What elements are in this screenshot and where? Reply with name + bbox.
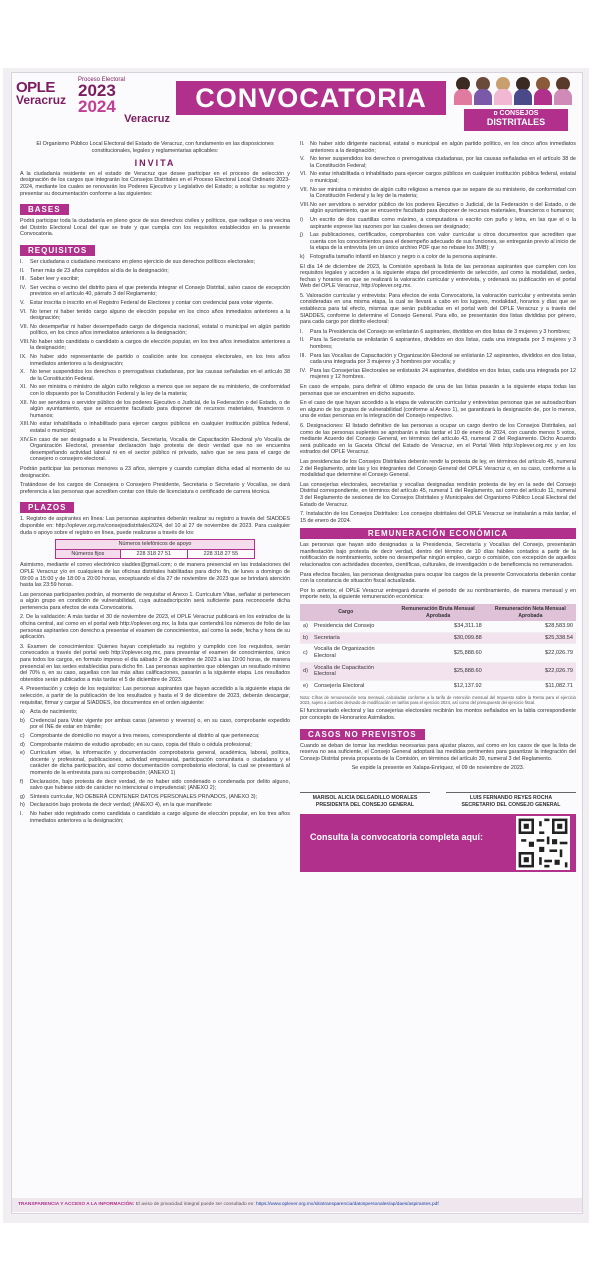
- item-number: i): [300, 216, 303, 223]
- item-text: No estar inhabilitada o inhabilitado para ejercer cargos públicos en cualquier institución pública federal, estatal o municipal;: [310, 171, 576, 184]
- item-text: No haber sido registrado como candidata o candidato a cargo alguno de elección popular, en los tres años inmediatos anteriores a la designación;: [30, 810, 290, 824]
- list-item: [20, 733, 290, 740]
- bases-text: Podrá participar toda la ciudadanía en pleno goce de sus derechos civiles y políticos, que radique o sea vecina del Distrito Electoral Local del que se trate y que cumpla con los requisitos establecidos en la presente Convocatoria.: [20, 218, 290, 238]
- list-item: [20, 718, 290, 731]
- table-cell-k: e): [300, 680, 311, 692]
- proceso-electoral-logo: [78, 77, 170, 129]
- item-text: Ser vecina o vecino del distrito para el que pretenda integrar el Consejo Distrital, salvo casos de excepción previstos en el artículo 40, párrafo 3 del Reglamento;: [30, 284, 290, 298]
- remuneracion-table: [300, 604, 576, 692]
- privacy-link[interactable]: https://www.oplever.org.mx/sitiotransparencia/datospersonales/ap/daes/aspirantes.pdf: [256, 1202, 439, 1207]
- plazos-vulnerabilidad: Las personas participantes podrán, al momento de requisitar el Anexo 1. Curriculum Vitae, señalar si pertenecen a algún grupo en condición de vulnerabilidad, cuya autoadscripción será suficiente para reconocerle dicha pertenencia para efectos de esta Convocatoria.: [20, 591, 290, 611]
- requisitos-note-1: Podrán participar las personas menores a 23 años, siempre y cuando cumplan dicha edad al momento de su designación.: [20, 465, 290, 479]
- list-item: [20, 384, 290, 397]
- list-item: [300, 232, 576, 252]
- table-cell-neta: $25,338.54: [485, 632, 576, 644]
- list-item: [300, 254, 576, 261]
- documents-list: [20, 709, 290, 824]
- list-item: [20, 324, 290, 337]
- item-number: X.: [20, 369, 26, 376]
- table-cell-k: c): [300, 644, 311, 662]
- table-cell-neta: $22,026.79: [485, 662, 576, 680]
- list-item: [20, 268, 290, 275]
- signature-image: [300, 778, 430, 792]
- item-number: II.: [20, 267, 25, 274]
- table-cell-k: a): [300, 621, 311, 632]
- list-item: [20, 709, 290, 716]
- table-row: [300, 644, 576, 662]
- invita-text: A la ciudadanía residente en el estado de Veracruz que desee participar en el proceso de selección y designación de los cargos que integrarán los Consejos Distritales en el Proceso Electoral Local Ordinario 2023-2024, mediante los cuales se renovarán los Poderes Ejecutivo y Legislativo del Estado; a solicitar su registro y presentar su documentación conforme a las siguientes:: [20, 170, 290, 197]
- item-number: VIII.: [300, 201, 310, 208]
- item-text: Saber leer y escribir;: [30, 276, 80, 283]
- valoracion-text: 5. Valoración curricular y entrevista: Para efectos de esta Convocatoria, la valoración curricular y entrevista serán consideradas en una misma etapa, la cual se llevará a cabo en los lugares, modalidad, horarios y días que se establezca para tal efecto, mismas que serán publicadas en el portal web del OPLE Veracruz y a través del SIADDES, conforme lo determine el Consejo General. Para ello, se presentarán dos listas divididas por género, para cada cargo por distrito electoral:: [300, 292, 576, 326]
- item-text: No tener suspendidos los derechos o prerrogativas ciudadanas, por las causas señaladas en el artículo 38 de la Constitución Federal;: [310, 156, 576, 169]
- item-text: Síntesis curricular, NO DEBERÁ CONTENER DATOS PERSONALES PRIVADOS, (ANEXO 3);: [30, 793, 258, 800]
- item-number: I.: [20, 810, 23, 817]
- phone-label: Números fijos: [56, 549, 121, 559]
- list-item: [20, 750, 290, 776]
- process-label: Proceso Electoral: [78, 77, 126, 83]
- item-number: I.: [20, 258, 23, 265]
- phone-table: [55, 539, 255, 559]
- item-text: No ser servidora o servidor público de los poderes Ejecutivo o Judicial, de la Federación o del Estado, o de algún ayuntamiento, que se encuentre facultado para disponer de recursos materiales, financieros o humanos;: [30, 399, 290, 419]
- item-text: No desempeñar ni haber desempeñado cargo de dirigencia nacional, estatal o municipal en algún partido político, en los cinco años inmediatos anteriores a la designación;: [30, 323, 290, 337]
- item-number: VI.: [300, 171, 307, 178]
- item-number: III.: [20, 276, 26, 283]
- signer-name: MARISOL ALICIA DELGADILLO MORALES: [312, 794, 418, 801]
- item-text: No tener suspendidos los derechos o prerrogativas ciudadanas, por las causas señaladas en el artículo 38 de la Constitución Federal.: [30, 369, 290, 382]
- item-number: k): [300, 253, 305, 260]
- signatures: [300, 778, 576, 808]
- item-number: d): [20, 741, 25, 748]
- year-a: 2023: [78, 81, 116, 100]
- item-number: I.: [300, 328, 303, 335]
- instalacion-text: 7. Instalación de los Consejos Distritales: Los consejos distritales del OPLE Veracruz se instalarán a más tardar, el 15 de enero de 2024.: [300, 511, 576, 524]
- table-cell-cargo: Vocalía de Organización Electoral: [311, 644, 392, 662]
- column-header: Remuneración Neta Mensual Aprobada: [485, 604, 576, 621]
- list-item: [20, 742, 290, 749]
- item-text: Currículum vitae, la información y documentación comprobatoria general, académica, laboral, política, docente y profesional, publicaciones, actividad empresarial, participación comunitaria o ciudadana y el carácter de dicha participación, así como documentación comprobatoria electoral, la cual se presentará al momento de la entrevista para su comprobación; (ANEXO 1): [30, 750, 290, 776]
- requisitos-heading: REQUISITOS: [20, 245, 95, 256]
- item-text: No tener ni haber tenido cargo alguno de elección popular en los cinco años inmediatos anteriores a la designación;: [30, 308, 290, 322]
- signer-name: LUIS FERNANDO REYES ROCHA: [469, 794, 553, 801]
- table-cell-cargo: Secretaría: [311, 632, 392, 644]
- item-number: V.: [20, 299, 25, 306]
- newspaper-page: [3, 68, 589, 1223]
- list-item: [20, 794, 290, 801]
- table-cell-neta: $11,082.71: [485, 680, 576, 692]
- item-text: No estar inhabilitada o inhabilitado para ejercer cargos públicos en cualquier institución pública federal, estatal o municipal;: [30, 421, 290, 434]
- intro-text: El Organismo Público Local Electoral del Estado de Veracruz, con fundamento en las disposiciones constitucionales, legales y reglamentarias aplicables:: [36, 141, 274, 154]
- item-number: IV.: [300, 367, 307, 374]
- casos-heading: CASOS NO PREVISTOS: [300, 729, 425, 740]
- item-text: Declaración bajo protesta de decir verdad; (ANEXO 4), en la que manifieste:: [30, 802, 213, 809]
- item-text: Estar inscrita o inscrito en el Registro Federal de Electores y contar con credencial para votar vigente.: [30, 299, 274, 306]
- list-item: [20, 309, 290, 322]
- item-text: Tener más de 23 años cumplidos al día de la designación;: [30, 267, 169, 274]
- vulnerabilidad-text: En el caso de que hayan accedido a la etapa de valoración curricular y entrevistas personas que se autoadscriban en alguno de los grupos de vulnerabilidad (conforme al Anexo 1), se garantizará la designación de, por lo menos, una de estas personas en la integración del Consejo respectivo.: [300, 400, 576, 420]
- list-item: [20, 811, 290, 824]
- invita-title: INVITA: [134, 158, 176, 169]
- plazos-contact: Asimismo, mediante el correo electrónico siaddes@gmail.com; o de manera presencial en las instalaciones del OPLE Veracruz y/o en cualquiera de las oficinas distritales habilitadas para dicho fin, de lunes a domingo de 09:00 a 15:00 y de 18:00 a 20:00 horas, exceptuando el día 27 de noviembre de 2023 que se brindará atención hasta las 23:59 horas.: [20, 562, 290, 589]
- item-number: VI.: [20, 308, 27, 315]
- item-text: No ser servidora o servidor público de los poderes Ejecutivo o Judicial, de la Federación o del Estado, o de algún ayuntamiento, que se encuentre facultado para disponer de recursos materiales, financieros o humanos;: [310, 201, 576, 215]
- item-text: Un escrito de dos cuartillas como máximo, a computadora o escrito con puño y letra, en las que el o la aspirante exprese las razones por las cuales desea ser designado;: [310, 216, 576, 230]
- item-number: V.: [300, 156, 305, 163]
- item-number: XIV.: [20, 436, 30, 443]
- table-cell-k: b): [300, 632, 311, 644]
- list-item: [20, 339, 290, 352]
- item-text: No ser ministra o ministro de algún culto religioso a menos que se separe de su ministerio, de conformidad con lo dispuesto por la Constitución Federal y la ley de la materia;: [30, 384, 290, 398]
- table-cell-neta: $22,026.79: [485, 644, 576, 662]
- item-text: Credencial para Votar vigente por ambas caras (anverso y reverso) o, en su caso, comprobante expedido por el INE de estar en trámite;: [30, 717, 290, 731]
- list-item: [20, 354, 290, 367]
- list-item: [20, 437, 290, 463]
- consejos-distritales-badge: [464, 109, 568, 131]
- page-title: CONVOCATORIA: [176, 81, 446, 115]
- plazos-heading: PLAZOS: [20, 502, 74, 513]
- table-cell-cargo: Presidencia del Consejo: [311, 621, 392, 632]
- consulta-banner: [300, 814, 576, 872]
- remuneracion-text-2: Para efectos fiscales, las personas designadas para ocupar los cargos de la presente Convocatoria deberán contar con la constancia de situación fiscal actualizada.: [300, 571, 576, 585]
- table-cell-neta: $28,583.90: [485, 621, 576, 632]
- ople-logo: [16, 79, 68, 107]
- item-number: h): [20, 802, 25, 809]
- item-text: No haber sido candidata o candidato a cargos de elección popular, en los tres años inmediatos anteriores a la designación;: [30, 338, 290, 352]
- list-item: [300, 217, 576, 230]
- plazos-validacion: 2. De la validación: A más tardar el 30 de noviembre de 2023, el OPLE Veracruz publicará en los estrados de la oficina central, así como en el portal web http://oplever.org.mx, la lista que contendrá los números de folio de las personas aspirantes con derecho a presentar el examen de conocimientos, así como la sede, fecha y hora de su aplicación.: [20, 614, 290, 641]
- item-text: Para las Vocalías de Capacitación y Organización Electoral se enlistarán 12 aspirantes, divididos en dos listas, cada una integrada por 3 mujeres y 3 hombres por vocalía; y: [310, 352, 576, 366]
- item-text: No haber sido dirigente nacional, estatal o municipal en algún partido político, en los cinco años inmediatos anteriores a la designación;: [310, 141, 576, 154]
- list-item: [20, 400, 290, 420]
- list-item: [20, 285, 290, 298]
- requisitos-note-2: Tratándose de los cargos de Consejera o Consejero Presidente, Secretaria o Secretario y Vocalías, se dará preferencia a las personas que acrediten contar con título de licenciatura o certificado de carrera técnica.: [20, 482, 290, 495]
- signer-role: SECRETARIO DEL CONSEJO GENERAL: [461, 801, 561, 808]
- list-item: [300, 141, 576, 154]
- consulta-text: Consulta la convocatoria completa aquí:: [310, 832, 484, 843]
- item-number: XIII.: [20, 421, 30, 428]
- plazos-examen: 3. Examen de conocimientos: Quienes hayan completado su registro y cumplido con los requisitos, serán convocados a través del portal web http://oplever.org.mx, para presentar el examen de conocimientos, único para todos los cargos, en formato impreso el día sábado 2 de diciembre de 2023 a las 10:00 horas, de manera presencial en las sedes establecidas para dicho fin. Las personas aspirantes que obtengan un resultado mínimo del 70% o, en su caso, aquellas con las más altas calificaciones, pasarán a la siguiente etapa. Los resultados obtenidos serán publicados a más tardar el 5 de diciembre de 2023.: [20, 643, 290, 683]
- cargo-list: [300, 329, 576, 381]
- list-item: [300, 337, 576, 350]
- item-text: Las publicaciones, certificados, comprobantes con valor curricular u otros documentos que acrediten que cuenta con los conocimientos para el desempeño adecuado de sus funciones, se entregarán previo al inicio de la etapa de la entrevista (en un único archivo PDF que no rebase los 3MB); y: [310, 232, 576, 252]
- item-number: e): [20, 750, 25, 757]
- signer-role: PRESIDENTA DEL CONSEJO GENERAL: [315, 801, 415, 808]
- list-item: [300, 156, 576, 169]
- list-item: [20, 369, 290, 382]
- column-header: Remuneración Bruta Mensual Aprobada: [392, 604, 485, 621]
- table-cell-bruta: $30,099.88: [392, 632, 485, 644]
- item-number: XI.: [20, 384, 27, 391]
- item-text: Para la Secretaría se enlistarán 6 aspirantes, divididos en dos listas, cada una integrada por 3 mujeres y 3 hombres;: [310, 337, 576, 351]
- convocatoria-frame: [11, 72, 583, 1214]
- item-number: VII.: [20, 323, 29, 330]
- list-item: [20, 300, 290, 307]
- people-illustration-icon: [452, 77, 576, 105]
- item-number: b): [20, 717, 25, 724]
- list-item: [20, 421, 290, 434]
- plazos-cotejo: 4. Presentación y cotejo de los requisitos: Las personas aspirantes que hayan accedido a la siguiente etapa de selección, a partir de la publicación de los resultados y hasta el 9 de diciembre de 2023, deberán descargar, requisitar, firmar y cargar al SIADDES, los documentos en el orden siguiente:: [20, 686, 290, 706]
- phone-table-header: Números telefónicos de apoyo: [56, 540, 255, 550]
- signature-block: [300, 778, 430, 808]
- remuneracion-text-1: Las personas que hayan sido designadas a la Presidencia, Secretaría y Vocalías del Consejo, presentarán manifestación bajo protesta de decir verdad, dentro del término de 10 días hábiles contados a partir de la notificación de nombramiento, sobre no desempeñar ningún empleo, cargo o comisión, con excepción de aquellos relacionados con actividades docentes, científicas, culturales, de investigación o de beneficencia no remunerados.: [300, 542, 576, 569]
- signature-image: [446, 778, 576, 792]
- ople-logo-bottom: Veracruz: [16, 93, 67, 107]
- badge-bottom: DISTRITALES: [486, 117, 546, 127]
- item-text: Comprobante de domicilio no mayor a tres meses, correspondiente al distrito al que pertenezca;: [30, 732, 260, 739]
- table-cell-bruta: $25,888.60: [392, 662, 485, 680]
- bases-heading: BASES: [20, 204, 69, 215]
- list-item: [300, 202, 576, 215]
- signature-block: [446, 778, 576, 808]
- table-cell-bruta: $12,137.92: [392, 680, 485, 692]
- item-number: j): [300, 232, 303, 239]
- year-b: 2024: [78, 97, 116, 116]
- footer: [12, 1198, 583, 1212]
- qr-code-icon[interactable]: [516, 816, 570, 870]
- requisitos-list: [20, 259, 290, 463]
- list-item: [20, 259, 290, 266]
- item-number: g): [20, 793, 25, 800]
- list-item: [20, 802, 290, 809]
- item-number: II.: [300, 141, 305, 147]
- list-item: [300, 329, 576, 336]
- table-row: [300, 621, 576, 632]
- designaciones-text: 6. Designaciones: El listado definitivo de las personas a ocupar un cargo dentro de los Consejos Distritales, así como de las personas suplentes se aprobarán a más tardar el 10 de enero de 2024, con cuando menos 5 votos, mediante Acuerdo del Consejo General, en términos del artículo 43, numeral 2 del Reglamento. Dicho Acuerdo será publicado en la Gaceta Oficial del Estado de Veracruz, en el Portal Web http://oplever.org.mx y en los estrados del OPLE Veracruz.: [300, 422, 576, 456]
- protesta-presidencias-text: Las presidencias de los Consejos Distritales deberán rendir la protesta de ley, en términos del artículo 45, numeral 2 del Reglamento, ante las y los integrantes del Consejo General del OPLE Veracruz o, en su caso, conforme a la modalidad que determine el Consejo General.: [300, 458, 576, 479]
- list-item: [20, 779, 290, 792]
- list-item: [300, 171, 576, 184]
- item-number: c): [20, 732, 25, 739]
- phone-number: 228 318 27 51: [120, 549, 187, 559]
- item-number: f): [20, 778, 24, 785]
- item-text: En caso de ser designado a la Presidencia, Secretaría, Vocalía de Capacitación Electoral y/o Vocalía de Organización Electoral, presentar declaración bajo protesta de decir verdad que no se encuentra desempeñando actividad laboral ni en el sector público ni privado, salvo que se sea para el cargo de consejero o consejero electoral.: [30, 436, 290, 463]
- table-row: [300, 632, 576, 644]
- remuneracion-text-4: El funcionariado electoral y las consejerías electorales recibirán los montos señalados en la tabla correspondiente por concepto de Honorarios Asimilados.: [300, 708, 576, 721]
- footer-label: TRANSPARENCIA Y ACCESO A LA INFORMACIÓN:: [18, 1202, 135, 1207]
- plazos-registro: 1. Registro de aspirantes en línea: Las personas aspirantes deberán realizar su registro a través del SIADDES disponible en: http://oplever.org.mx/consejosdistritales2024, del 10 al 27 de noviembre de 2023. Para cualquier duda o apoyo sobre el registro en línea, puede realizarse a través de los:: [20, 516, 290, 536]
- item-text: Ser ciudadana o ciudadano mexicano en pleno ejercicio de sus derechos políticos electorales;: [30, 258, 256, 265]
- ople-logo-top: OPLE: [16, 79, 55, 96]
- declaration-list: [300, 141, 576, 261]
- remuneracion-note: Nota: Cifras de remuneración neta mensual, calculadas conforme a la tarifa de retención mensual del Impuesto sobre la Renta para el ejercicio 2023, sujeto a cambios derivado de modificación en tarifas para el ejercicio 2024, así como del presupuesto del ejercicio fiscal.: [300, 695, 576, 706]
- item-number: VIII.: [20, 338, 30, 345]
- table-cell-k: d): [300, 662, 311, 680]
- table-row: [300, 680, 576, 692]
- header: [12, 73, 582, 135]
- item-number: a): [20, 709, 25, 716]
- item-text: Declaración, bajo protesta de decir verdad, de no haber sido condenado o condenada por delito alguno, salvo que hubiese sido de carácter no intencional o imprudencial; (ANEXO 2);: [30, 778, 290, 792]
- item-text: Para la Presidencia del Consejo se enlistarán 6 aspirantes, divididos en dos listas de 3 mujeres y 3 hombres;: [310, 328, 571, 335]
- item-text: No ser ministra o ministro de algún culto religioso a menos que se separe de su ministerio, de conformidad con la Constitución Federal y la ley de la materia;: [310, 186, 576, 200]
- remuneracion-text-3: Por lo anterior, el OPLE Veracruz entregará durante el periodo de su nombramiento, de manera mensual y en importe neto, la siguiente remuneración económica:: [300, 587, 576, 601]
- casos-text: Cuando se deban de tomar las medidas necesarias para ajustar plazos, así como en los casos de que la lista de reserva no sea suficiente, el Consejo General adoptará las medidas pertinentes para garantizar la integración del Consejo Distrital previa propuesta de la Comisión, en términos del artículo 39, numeral 3 del Reglamento.: [300, 742, 576, 762]
- table-cell-cargo: Consejería Electoral: [311, 680, 392, 692]
- item-text: Comprobante máximo de estudio aprobado; en su caso, copia del título o cédula profesional;: [30, 741, 252, 748]
- item-text: No haber sido representante de partido o coalición ante los consejos electorales, en los tres años inmediatos anteriores a la designación;: [30, 354, 290, 367]
- remuneracion-heading: REMUNERACIÓN ECONÓMICA: [300, 528, 576, 539]
- right-column: [300, 141, 576, 872]
- item-number: IX.: [20, 354, 27, 361]
- list-item: [20, 276, 290, 283]
- issued-text: Se expide la presente en Xalapa-Enríquez, el 09 de noviembre de 2023.: [351, 765, 525, 772]
- left-column: [20, 141, 290, 827]
- table-cell-cargo: Vocalía de Capacitación Electoral: [311, 662, 392, 680]
- badge-top: ᴅ CONSEJOS: [493, 110, 539, 117]
- state-label: Veracruz: [124, 113, 170, 125]
- item-text: Para las Consejerías Electorales se enlistarán 24 aspirantes, divididos en dos listas, cada una integrada por 12 mujeres y 12 hombres.: [310, 367, 576, 381]
- list-item: [300, 353, 576, 366]
- table-cell-bruta: $34,311.18: [392, 621, 485, 632]
- item-text: Fotografía tamaño infantil en blanco y negro o a color de la persona aspirante.: [310, 253, 497, 260]
- item-number: II.: [300, 337, 305, 344]
- item-text: Acta de nacimiento;: [30, 709, 78, 716]
- item-number: III.: [300, 352, 306, 359]
- footer-text: El aviso de privacidad integral puede ser consultado en:: [135, 1202, 255, 1207]
- item-number: XII.: [20, 399, 29, 406]
- item-number: IV.: [20, 284, 27, 291]
- lista-aprobada-text: El día 14 de diciembre de 2023, la Comisión aprobará la lista de las personas aspirantes que cumplen con los requisitos legales y acceden a la siguiente etapa del procedimiento de selección, así como la modalidad, sedes, fechas y horarios en que se realizará la valoración curricular y entrevista, y ordenará su publicación en el portal Web del OPLE Veracruz, http://oplever.org.mx.: [300, 263, 576, 290]
- phone-number: 228 318 27 55: [187, 549, 254, 559]
- table-row: [300, 662, 576, 680]
- list-item: [300, 368, 576, 381]
- empate-text: En caso de empate, para definir el último espacio de una de las listas pasarán a la siguiente etapa todas las personas que se encuentren en dicho supuesto.: [300, 384, 576, 397]
- table-cell-bruta: $25,888.60: [392, 644, 485, 662]
- column-header: Cargo: [300, 604, 392, 621]
- list-item: [300, 187, 576, 200]
- item-number: VII.: [300, 186, 309, 193]
- protesta-consejerias-text: Las consejerías electorales, secretarías y vocalías designadas rendirán protesta de ley en la sede del Consejo Distrital correspondiente, en términos del artículo 45, numeral 1 del Reglamento, así como del artículo 11, numeral 3 del Reglamento de sesiones de los Consejos Distritales y Municipales del Organismo Público Local Electoral del Estado de Veracruz.: [300, 481, 576, 508]
